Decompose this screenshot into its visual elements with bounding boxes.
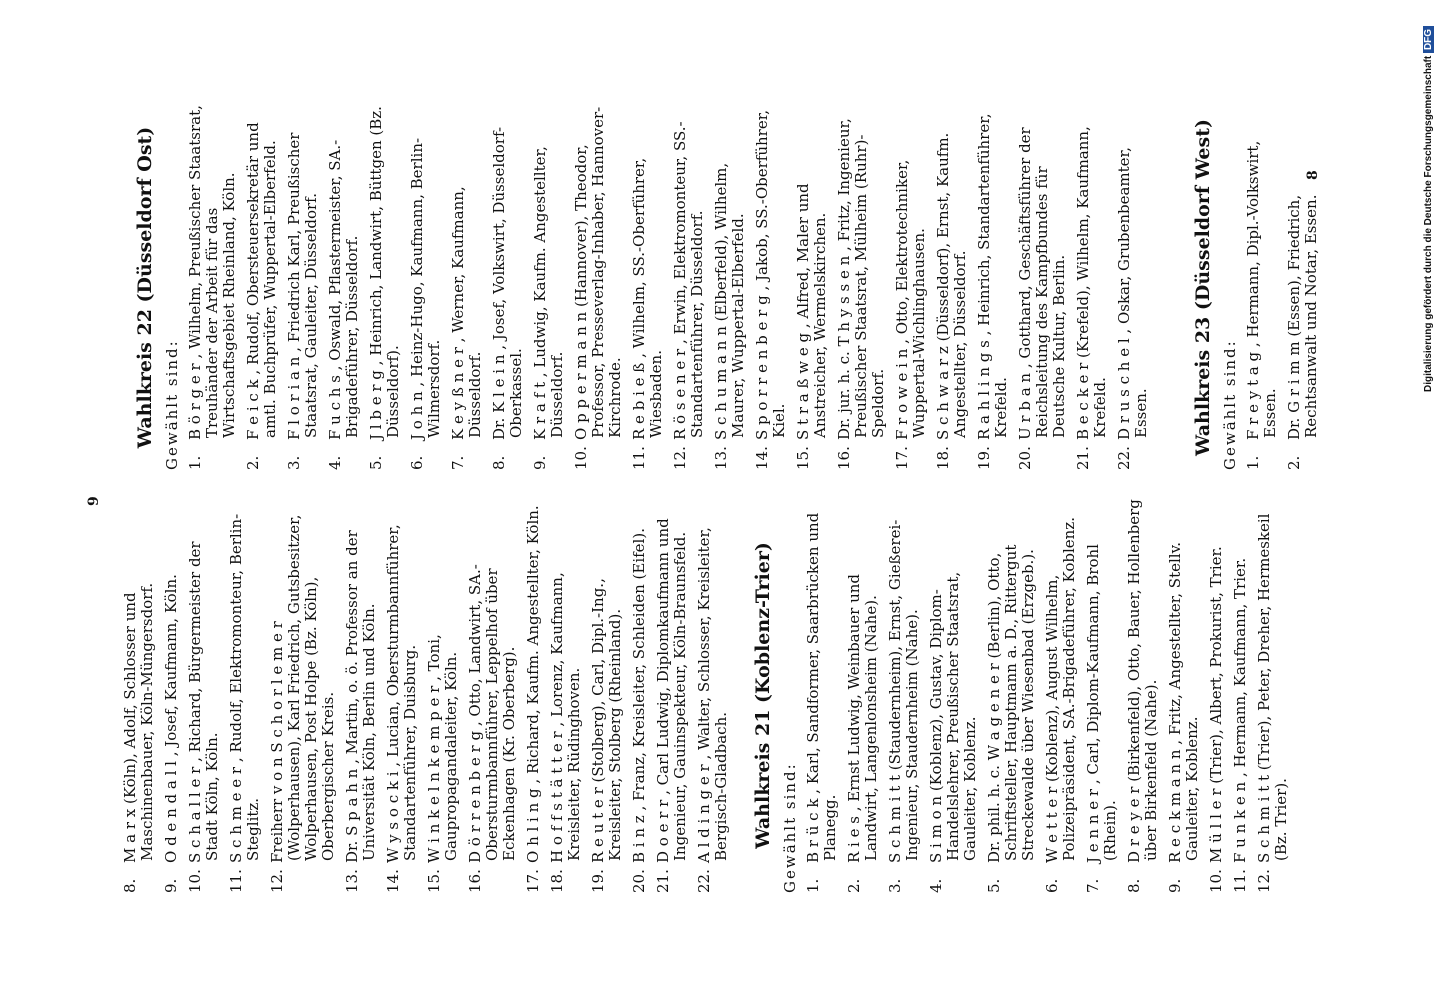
list-item [795, 105, 829, 470]
list-item [187, 105, 238, 470]
entry-number: 3. [285, 455, 303, 470]
entry-number: 19. [975, 446, 993, 470]
entry-number: 17. [524, 869, 542, 893]
entry-text: K r a f t , Ludwig, Kaufm. Angestellter, Düsseldorf. [531, 146, 566, 440]
entry-text: D r e y e r (Birkenfeld), Otto, Bauer, Hollenberg über Birkenfeld (Nahe). [1125, 499, 1160, 863]
list-item [836, 105, 887, 470]
list-item [385, 498, 419, 893]
list-item [846, 498, 880, 893]
entry-text: Dr. K l e i n , Josef, Volkswirt, Düsseldorf-Oberkassel. [490, 126, 525, 440]
list-item [1232, 498, 1249, 893]
entry-text: S i m o n (Koblenz), Gustav, Diplom-Handelslehrer, Preußischer Staatsrat, Gauleiter, Koblenz. [927, 571, 979, 863]
list-item [245, 105, 279, 470]
list-item [426, 498, 460, 893]
entry-text: W e t t e r (Koblenz), August Wilhelm, Polizeipräsident, SA.-Brigadeführer, Koblenz. [1043, 517, 1078, 863]
list-item [1286, 105, 1320, 470]
entry-text: A l d i n g e r , Walter, Schlosser, Kreisleiter, Bergisch-Gladbach. [695, 527, 730, 863]
entry-number: 20. [630, 869, 648, 893]
entry-number: 8. [490, 455, 508, 470]
entry-number: 12. [1255, 869, 1273, 893]
entry-number: 3. [886, 878, 904, 893]
entry-number: 9. [531, 455, 549, 470]
entry-number: 20. [1016, 446, 1034, 470]
list-item [532, 105, 566, 470]
list-item [986, 498, 1037, 893]
list-item [655, 498, 689, 893]
right-page-column-2 [1185, 105, 1327, 470]
entry-number: 4. [927, 878, 945, 893]
list-item [163, 498, 180, 893]
entry-number: 6. [1043, 878, 1061, 893]
entry-text: Dr. phil. h. c. W a g e n e r (Berlin), Otto, Schriftsteller, Hauptmann a. D., Rittergut Streckewalde über Wiesenbad (Erzgeb.). [985, 544, 1037, 863]
list-item [976, 105, 1010, 470]
entry-number: 8. [1125, 878, 1143, 893]
list-item [887, 498, 921, 893]
entry-text: M ü l l e r (Trier), Albert, Prokurist, Trier. [1207, 546, 1225, 863]
list-item [1075, 105, 1109, 470]
list-item [1167, 498, 1201, 893]
entry-number: 21. [1074, 446, 1092, 470]
entry-text: B i n z , Franz, Kreisleiter, Schleiden (Eifel). [630, 528, 648, 863]
entry-text: S c h a l l e r , Richard, Bürgermeister der Stadt Köln, Köln. [186, 541, 221, 863]
entry-number: 1. [804, 878, 822, 893]
list-item [122, 498, 156, 893]
entry-number: 18. [934, 446, 952, 470]
gewaehlt-label: Gewählt sind: [163, 339, 181, 470]
entry-number: 13. [343, 869, 361, 893]
entry-number: 4. [326, 455, 344, 470]
entry-text: S p o r r e n b e r g , Jakob, SS.-Oberführer, Kiel. [753, 110, 788, 440]
entry-text: F l o r i a n , Friedrich Karl, Preußischer Staatsrat, Gauleiter, Düsseldorf. [285, 132, 320, 440]
entry-text: R e b i e ß , Wilhelm, SS.-Oberführer, Wiesbaden. [630, 157, 665, 440]
list-item [672, 105, 706, 470]
entry-number: 8. [121, 878, 139, 893]
entry-text: R a h l i n g s , Heinrich, Standartenführer, Krefeld. [975, 113, 1010, 440]
entry-number: 16. [835, 446, 853, 470]
entry-text: J o h n , Heinz-Hugo, Kaufmann, Berlin-Wilmersdorf. [408, 137, 443, 440]
entry-number: 11. [227, 869, 245, 893]
gewaehlt-label: Gewählt sind: [781, 762, 799, 893]
entry-number: 5. [367, 455, 385, 470]
entry-number: 9. [162, 878, 180, 893]
list-item [1256, 498, 1290, 893]
list-item [549, 498, 583, 893]
entry-text: D o e r r , Carl Ludwig, Diplomkaufmann und Ingenieur, Gauinspekteur, Köln-Braunsfeld. [654, 518, 689, 863]
entry-number: 21. [654, 869, 672, 893]
entry-number: 7. [449, 455, 467, 470]
entry-text: S c h m i t t (Staudernheim), Ernst, Gießerei-Ingenieur, Staudernheim (Nahe). [886, 519, 921, 863]
entry-text: J l b e r g , Heinrich, Landwirt, Büttgen (Bz. Düsseldorf). [367, 106, 402, 440]
list-item [409, 105, 443, 470]
entry-number: 1. [186, 455, 204, 470]
entry-text: S t r a ß w e g , Alfred, Maler und Anstreicher, Wermelskirchen. [794, 183, 829, 440]
entry-text: W i n k e l n k e m p e r , Toni, Gaupropagandaleiter, Köln. [425, 634, 460, 863]
dfg-logo: DFG [1423, 26, 1434, 53]
list-item [935, 105, 969, 470]
list-item [805, 498, 839, 893]
entry-text: D ö r r e n b e r g , Otto, Landwirt, SA.-Obersturmbannführer, Leppelhof über Eckenhagen (Kr. Oberberg). [466, 564, 518, 863]
left-page-number: 9 [86, 496, 102, 506]
entry-number: 2. [1285, 455, 1303, 470]
entry-text: S c h m e e r , Rudolf, Elektromonteur, Berlin-Steglitz. [227, 513, 262, 863]
list-item [327, 105, 361, 470]
entry-text: F e i c k , Rudolf, Obersteuersekretär und amtl. Buchprüfer, Wuppertal-Elberfeld. [244, 122, 279, 440]
entry-text: D r u s c h e l , Oskar, Grubenbeamter, Essen. [1115, 147, 1150, 440]
entry-number: 15. [794, 446, 812, 470]
entry-number: 9. [1166, 878, 1184, 893]
left-page-column-1 [122, 498, 737, 893]
entry-number: 12. [671, 446, 689, 470]
attribution-text: Digitalisierung gefördert durch die Deutsche Forschungsgemeinschaft [1423, 55, 1434, 392]
list-item [573, 105, 624, 470]
list-item [491, 105, 525, 470]
entry-number: 22. [695, 869, 713, 893]
entry-number: 13. [712, 446, 730, 470]
entry-number: 2. [845, 878, 863, 893]
list-item [631, 498, 648, 893]
list-item [269, 498, 337, 893]
entry-text: F r o w e i n , Otto, Elektrotechniker, Wuppertal-Wichlinghausen. [893, 159, 928, 440]
entry-text: M a r x (Köln), Adolf, Schlosser und Maschinenbauer, Köln-Müngersdorf. [121, 582, 156, 863]
list-item [928, 498, 979, 893]
list-item [1017, 105, 1068, 470]
entry-text: F u c h s , Oswald, Pflastermeister, SA.-Brigadeführer, Düsseldorf. [326, 139, 361, 440]
list-item [754, 105, 788, 470]
list-item [368, 105, 402, 470]
list-item [590, 498, 624, 893]
entry-number: 7. [1084, 878, 1102, 893]
list-item [467, 498, 518, 893]
heading-wahlkreis-21: Wahlkreis 21 (Koblenz-Trier) [752, 542, 774, 849]
entry-number: 14. [753, 446, 771, 470]
entry-number: 14. [384, 869, 402, 893]
list-item [286, 105, 320, 470]
entry-number: 12. [268, 869, 286, 893]
dfg-attribution [1423, 22, 1434, 392]
right-page-number: 8 [1305, 170, 1321, 180]
entry-number: 16. [466, 869, 484, 893]
entry-number: 2. [244, 455, 262, 470]
entry-number: 15. [425, 869, 443, 893]
entry-text: R ö s e n e r , Erwin, Elektromonteur, SS.-Standartenführer, Düsseldorf. [671, 121, 706, 440]
entry-text: R e c k m a n n , Fritz, Angestellter, Stellv. Gauleiter, Koblenz. [1166, 541, 1201, 863]
list-item [450, 105, 484, 470]
entry-number: 18. [548, 869, 566, 893]
entry-text: F u n k e n , Hermann, Kaufmann, Trier. [1231, 557, 1249, 863]
list-item [228, 498, 262, 893]
entry-number: 10. [186, 869, 204, 893]
entry-text: W y s o c k i , Lucian, Obersturmbannführer, Standartenführer, Duisburg. [384, 524, 419, 863]
entry-text: K e y ß n e r , Werner, Kaufmann, Düsseldorf. [449, 186, 484, 440]
entry-text: H o f f s t ä t t e r , Lorenz, Kaufmann, Kreisleiter, Rüdinghoven. [548, 572, 583, 863]
heading-wahlkreis-23: Wahlkreis 23 (Düsseldorf West) [1192, 119, 1214, 456]
entry-text: Dr. jur. h. c. T h y s s e n , Fritz, Ingenieur, Preußischer Staatsrat, Mülheim (Ruhr)-Speldorf. [835, 118, 887, 440]
entry-number: 5. [985, 878, 1003, 893]
entry-text: S c h u m a n n (Elberfeld), Wilhelm, Maurer, Wuppertal-Elberfeld. [712, 162, 747, 440]
entry-text: S c h w a r z (Düsseldorf), Ernst, Kaufm. Angestellter, Düsseldorf. [934, 132, 969, 440]
list-item [1126, 498, 1160, 893]
list-item [525, 498, 542, 893]
entry-text: B r ü c k , Karl, Sandformer, Saarbrücken und Planegg. [804, 512, 839, 863]
entry-text: S c h m i t t (Trier), Peter, Dreher, Hermeskeil (Bz. Trier). [1255, 513, 1290, 863]
entry-text: B ö r g e r , Wilhelm, Preußischer Staatsrat, Treuhänder der Arbeit für das Wirtschaftsgebiet Rheinland, Köln. [186, 105, 238, 440]
entry-text: O p p e r m a n n (Hannover), Theodor, Professor, Presseverlag-Inhaber, Hannover-Kirchrode. [572, 106, 624, 440]
list-item [696, 498, 730, 893]
entry-text: Dr. G r i m m (Essen), Friedrich, Rechtsanwalt und Notar, Essen. [1285, 194, 1320, 440]
list-item [344, 498, 378, 893]
gewaehlt-label: Gewählt sind: [1221, 339, 1239, 470]
list-item [187, 498, 221, 893]
entry-number: 19. [589, 869, 607, 893]
list-item [1044, 498, 1078, 893]
entry-text: R i e s , Ernst Ludwig, Weinbauer und Landwirt, Langenlonsheim (Nahe). [845, 573, 880, 863]
entry-text: Dr. S p a h n , Martin, o. ö. Professor an der Universität Köln, Berlin und Köln. [343, 530, 378, 863]
entry-text: O h l i n g , Richard, Kaufm. Angestellter, Köln. [524, 505, 542, 863]
entry-text: B e c k e r (Krefeld), Wilhelm, Kaufmann, Krefeld. [1074, 126, 1109, 440]
entry-number: 11. [630, 446, 648, 470]
list-item [1116, 105, 1150, 470]
entry-number: 1. [1244, 455, 1262, 470]
entry-number: 6. [408, 455, 426, 470]
entry-text: O d e n d a l l , Josef, Kaufmann, Köln. [162, 574, 180, 863]
list-item [1208, 498, 1225, 893]
heading-wahlkreis-22: Wahlkreis 22 (Düsseldorf Ost) [134, 126, 156, 449]
entry-text: U r b a n , Gotthard, Geschäftsführer der Reichsleitung des Kampfbundes für Deutsche Kultur, Berlin. [1016, 127, 1068, 440]
entry-number: 11. [1231, 869, 1249, 893]
list-item [1085, 498, 1119, 893]
entry-text: R e u t e r (Stolberg), Carl, Dipl.-Ing., Kreisleiter, Stolberg (Rheinland). [589, 578, 624, 863]
right-page-column-1 [127, 105, 1157, 470]
entry-number: 10. [1207, 869, 1225, 893]
left-page-column-2 [745, 498, 1297, 893]
list-item [1245, 105, 1279, 470]
list-item [894, 105, 928, 470]
entry-number: 17. [893, 446, 911, 470]
entry-text: J e n n e r , Carl, Diplom-Kaufmann, Brohl (Rhein). [1084, 544, 1119, 863]
entry-number: 10. [572, 446, 590, 470]
list-item [713, 105, 747, 470]
list-item [631, 105, 665, 470]
entry-text: Freiherr v o n S c h o r l e m e r (Wolperhausen), Karl Friedrich, Gutsbesitzer, Wolperhausen, Post Holpe (Bz. Köln), Oberbergischer Kreis. [268, 514, 337, 863]
entry-text: F r e y t a g , Hermann, Dipl.-Volkswirt, Essen. [1244, 140, 1279, 440]
entry-number: 22. [1115, 446, 1133, 470]
